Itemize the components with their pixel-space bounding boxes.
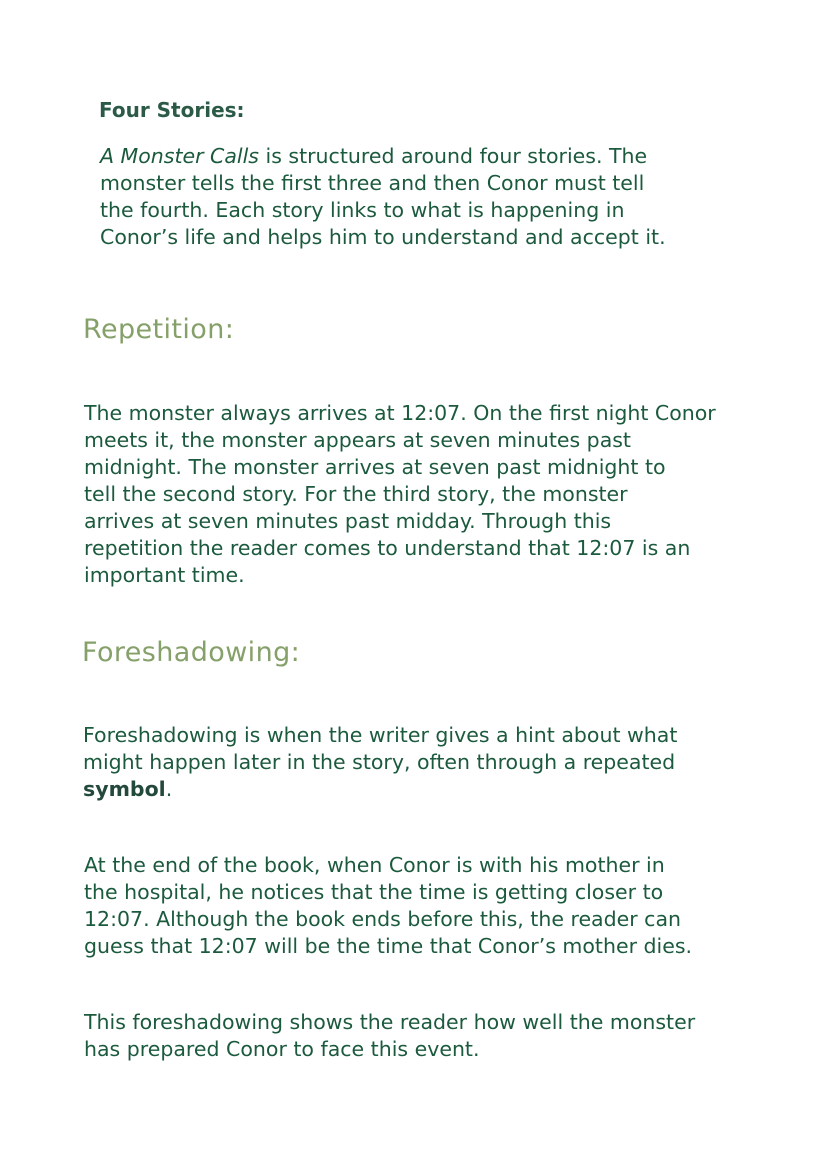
repetition-heading: Repetition: (83, 314, 235, 345)
paragraph-line: At the end of the book, when Conor is with his mother in (84, 853, 665, 877)
paragraph-line: repetition the reader comes to understand that 12:07 is an (84, 536, 691, 560)
paragraph-line (100, 143, 666, 170)
four-stories-heading: Four Stories: (99, 98, 245, 122)
paragraph-line: This foreshadowing shows the reader how well the monster (84, 1010, 696, 1034)
paragraph-line: Conor’s life and helps him to understand and accept it. (100, 225, 666, 249)
paragraph-line: Foreshadowing is when the writer gives a hint about what (83, 723, 678, 747)
book-title: A Monster Calls (100, 144, 259, 168)
paragraph-line: the fourth. Each story links to what is happening in (100, 198, 625, 222)
paragraph-line: has prepared Conor to face this event. (84, 1037, 480, 1061)
paragraph-line: guess that 12:07 will be the time that Conor’s mother dies. (84, 934, 693, 958)
paragraph-line: The monster always arrives at 12:07. On the first night Conor (84, 401, 716, 425)
foreshadowing-heading: Foreshadowing: (82, 637, 301, 668)
paragraph-line: important time. (84, 563, 245, 587)
line-text: is structured around four stories. The (259, 144, 648, 168)
four-stories-paragraph (100, 143, 666, 251)
symbol-term: symbol (83, 777, 166, 801)
repetition-paragraph (84, 400, 716, 589)
paragraph-line: the hospital, he notices that the time is getting closer to (84, 880, 664, 904)
paragraph-line: tell the second story. For the third story, the monster (84, 482, 628, 506)
paragraph-line (83, 776, 677, 803)
paragraph-line: 12:07. Although the book ends before this, the reader can (84, 907, 682, 931)
paragraph-line: monster tells the first three and then Conor must tell (100, 171, 645, 195)
foreshadowing-example-paragraph (84, 852, 692, 960)
line-text: . (165, 777, 173, 801)
paragraph-line: midnight. The monster arrives at seven past midnight to (84, 455, 666, 479)
foreshadowing-definition-paragraph (83, 722, 677, 803)
paragraph-line: arrives at seven minutes past midday. Through this (84, 509, 612, 533)
paragraph-line: might happen later in the story, often through a repeated (83, 750, 676, 774)
paragraph-line: meets it, the monster appears at seven minutes past (84, 428, 631, 452)
foreshadowing-conclusion-paragraph (84, 1009, 695, 1063)
